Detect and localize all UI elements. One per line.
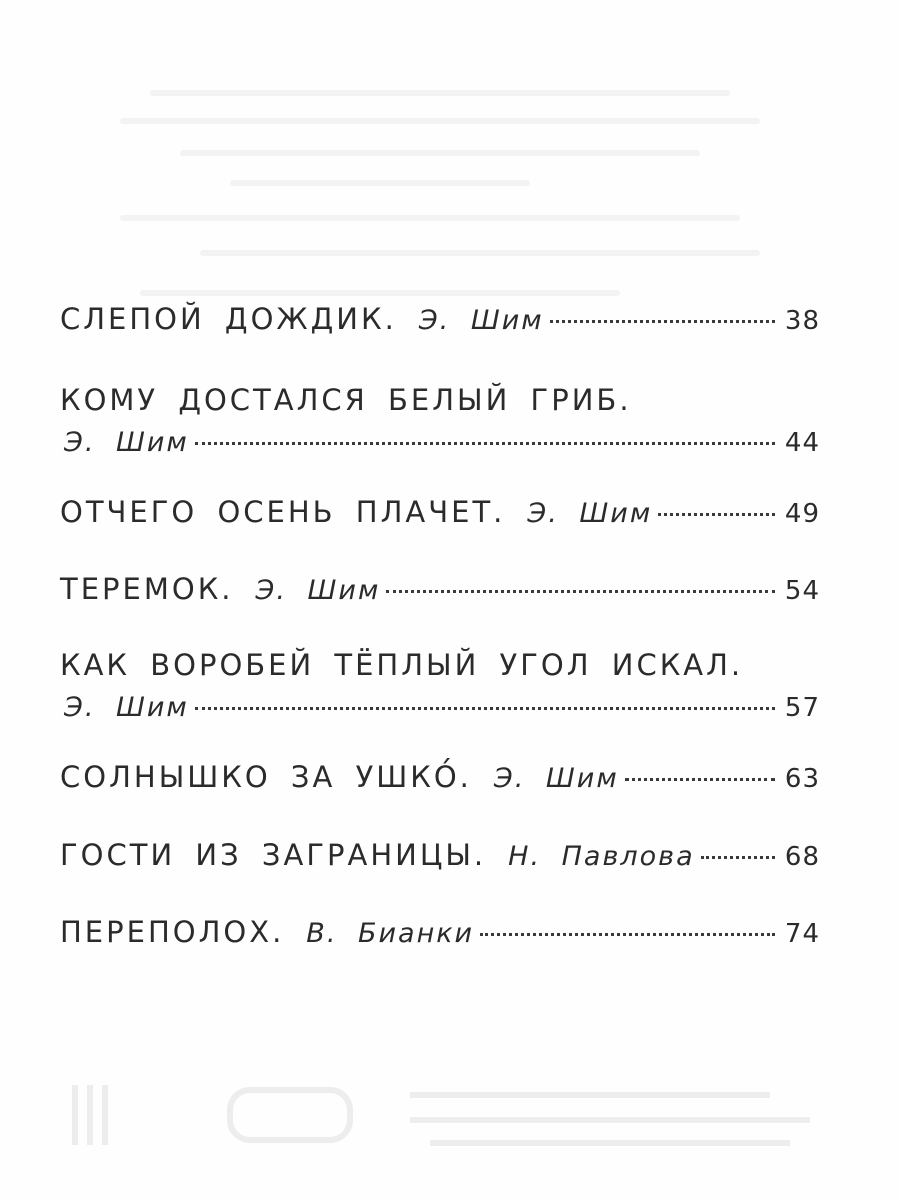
toc-entry[interactable] (60, 648, 820, 723)
entry-page-number: 54 (784, 576, 820, 606)
entry-page-number: 63 (784, 764, 820, 794)
entry-title: КАК ВОРОБЕЙ ТЁПЛЫЙ УГОЛ ИСКАЛ. (60, 648, 744, 682)
entry-page-number: 38 (784, 306, 820, 336)
entry-title: ТЕРЕМОК. (60, 572, 234, 606)
entry-author: Н. Павлова (508, 841, 695, 872)
bleed-through-logo (70, 1075, 830, 1155)
toc-entry[interactable] (60, 302, 820, 336)
entry-page-number: 68 (784, 842, 820, 872)
entry-page-number: 49 (784, 499, 820, 529)
toc-entry[interactable] (60, 760, 820, 794)
dot-leader (195, 442, 775, 445)
entry-title: КОМУ ДОСТАЛСЯ БЕЛЫЙ ГРИБ. (60, 383, 632, 417)
entry-author: Э. Шим (64, 427, 189, 458)
entry-author: Э. Шим (493, 763, 619, 794)
dot-leader (701, 856, 775, 859)
entry-title: ПЕРЕПОЛОХ. (60, 915, 285, 949)
entry-page-number: 74 (784, 919, 820, 949)
toc-entry[interactable] (60, 495, 820, 529)
entry-page-number: 57 (784, 693, 820, 723)
dot-leader (550, 320, 775, 323)
entry-title: СОЛНЫШКО ЗА УШКО́. (60, 760, 472, 794)
entry-author: Э. Шим (527, 498, 653, 529)
dot-leader (480, 933, 775, 936)
dot-leader (658, 513, 775, 516)
dot-leader (195, 707, 775, 710)
entry-author: Э. Шим (255, 575, 381, 606)
toc-entry[interactable] (60, 838, 820, 872)
entry-title: СЛЕПОЙ ДОЖДИК. (60, 302, 397, 336)
entry-author: Э. Шим (64, 692, 189, 723)
entry-author: Э. Шим (418, 305, 544, 336)
dot-leader (625, 778, 775, 781)
toc-entry[interactable] (60, 572, 820, 606)
entry-title: ОТЧЕГО ОСЕНЬ ПЛАЧЕТ. (60, 495, 506, 529)
entry-title: ГОСТИ ИЗ ЗАГРАНИЦЫ. (60, 838, 487, 872)
toc-entry[interactable] (60, 915, 820, 949)
entry-author: В. Бианки (306, 918, 475, 949)
dot-leader (386, 590, 775, 593)
entry-page-number: 44 (784, 428, 820, 458)
toc-entry[interactable] (60, 383, 820, 458)
